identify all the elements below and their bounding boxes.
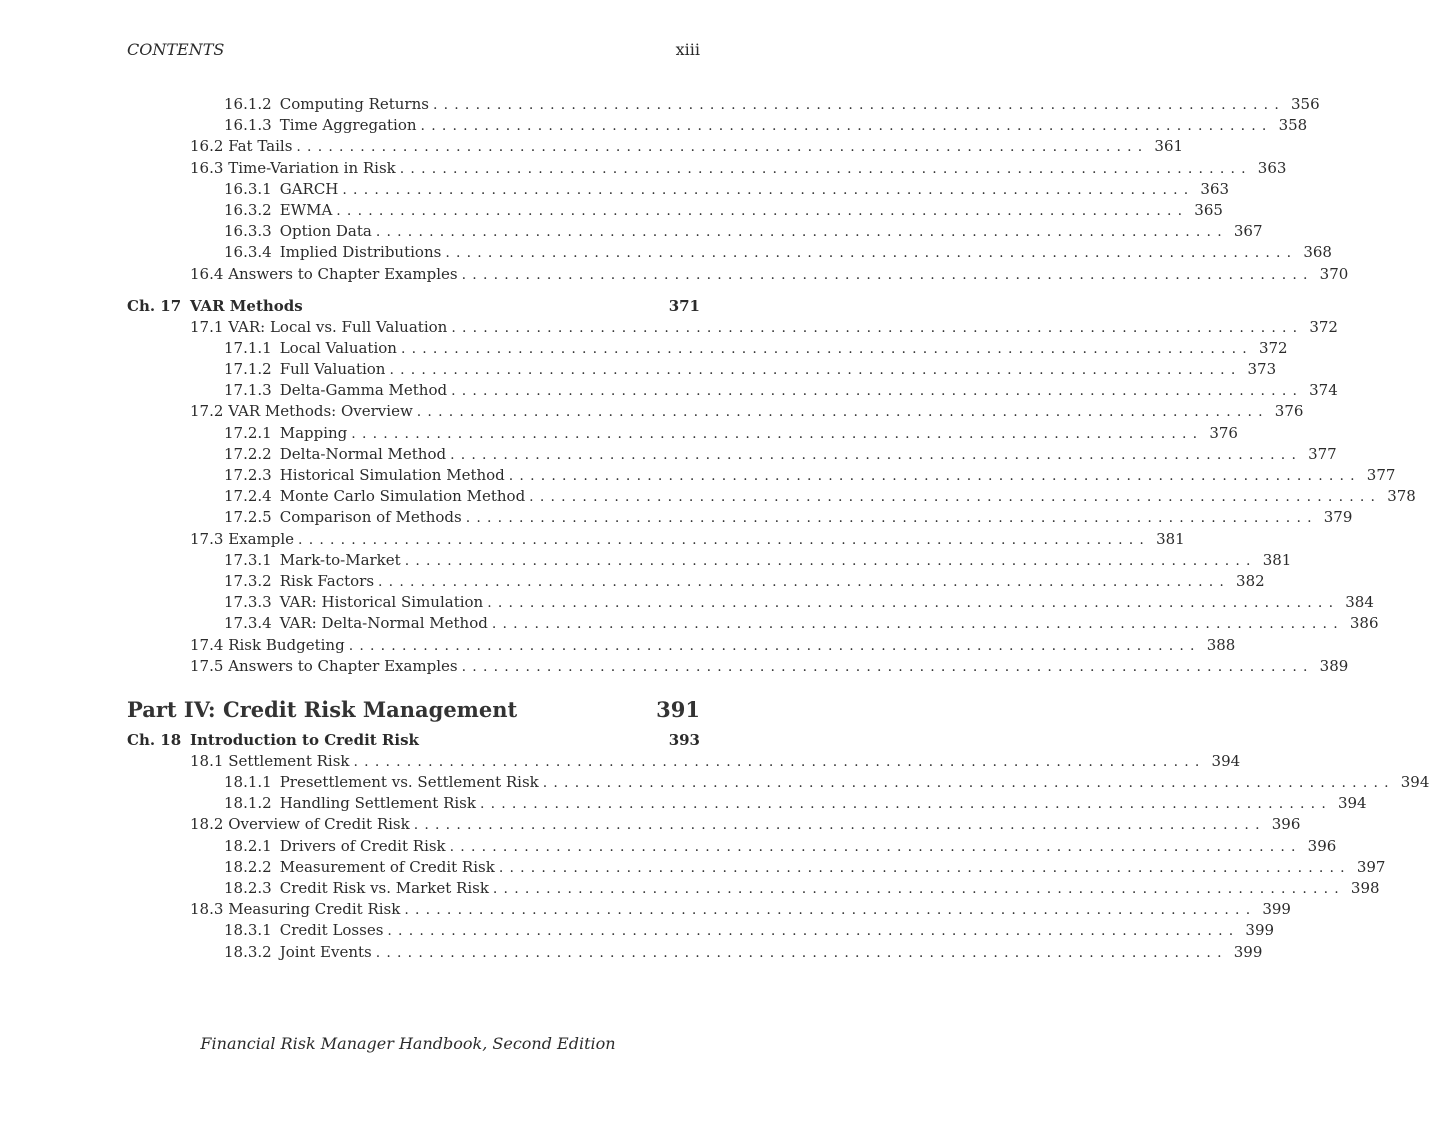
dot-leader: ................................................................................ [351, 425, 1204, 442]
page-ref: 376 [1274, 402, 1304, 421]
toc-entry[interactable] [127, 635, 1236, 656]
toc-entry-label [190, 264, 462, 285]
section-number: 17.2.4 [224, 487, 272, 506]
dot-leader: ................................................................................ [336, 202, 1189, 219]
page-ref: 399 [1262, 900, 1291, 919]
toc-entry-label [224, 423, 351, 444]
page-ref: 372 [1309, 317, 1338, 336]
page-ref: 358 [1278, 116, 1308, 135]
page-ref: 399 [1245, 921, 1275, 940]
page-ref: 379 [1323, 508, 1353, 527]
section-number: 17.1.3 [224, 381, 272, 400]
section-title: Drivers of Credit Risk [279, 836, 446, 855]
section-number: 16.1.2 [224, 95, 272, 113]
toc-entry-label [190, 136, 296, 157]
section-number: 17.3.4 [224, 614, 272, 633]
chapter-number: Ch. 18 [127, 730, 182, 749]
toc-entry-label [224, 772, 543, 793]
section-number: 16.4 [190, 264, 224, 283]
toc-entry[interactable] [127, 613, 1379, 634]
section-number: 17.2.1 [224, 423, 272, 442]
dot-leader: ................................................................................ [375, 224, 1228, 241]
toc-block-ch18 [127, 751, 1429, 963]
chapter-heading-17[interactable] [127, 295, 700, 317]
section-title: Option Data [279, 222, 372, 241]
toc-entry[interactable] [127, 772, 1429, 793]
page-ref: 373 [1247, 360, 1277, 379]
page-ref: 397 [1356, 857, 1386, 876]
section-number: 16.3.4 [224, 243, 272, 262]
toc-entry-label [190, 635, 349, 656]
page-number: xiii [675, 40, 700, 59]
chapter-heading-18[interactable] [127, 729, 700, 751]
toc-entry[interactable] [127, 380, 1338, 401]
page-ref: 378 [1387, 487, 1416, 506]
section-number: 16.1.3 [224, 116, 272, 135]
dot-leader: ................................................................................ [508, 468, 1361, 484]
section-title: VAR: Local vs. Full Valuation [228, 317, 448, 336]
chapter-page: 371 [668, 296, 700, 315]
section-title: Risk Budgeting [228, 635, 345, 654]
page-ref: 382 [1236, 571, 1265, 590]
toc-entry[interactable] [127, 878, 1380, 899]
dot-leader: ................................................................................ [432, 97, 1285, 113]
section-title: GARCH [279, 179, 339, 198]
toc-entry[interactable] [127, 529, 1185, 550]
toc-entry[interactable] [127, 317, 1338, 338]
toc-entry[interactable] [127, 486, 1416, 507]
toc-entry[interactable] [127, 656, 1349, 677]
section-number: 17.3.2 [224, 571, 272, 590]
toc-entry-label [224, 592, 487, 613]
toc-block-ch16 [127, 94, 1349, 285]
section-number: 16.3.2 [224, 200, 272, 219]
section-number: 17.3 [190, 529, 224, 548]
section-title: Historical Simulation Method [279, 466, 505, 484]
section-title: EWMA [279, 200, 333, 219]
page-ref: 389 [1319, 656, 1349, 675]
page-ref: 368 [1303, 243, 1332, 262]
section-title: VAR: Historical Simulation [279, 593, 484, 612]
section-title: Risk Factors [279, 571, 375, 590]
dot-leader: ................................................................................ [479, 796, 1332, 813]
page-ref: 394 [1337, 794, 1367, 813]
running-head [127, 40, 700, 59]
section-number: 18.3 [190, 900, 224, 919]
dot-leader: ................................................................................ [348, 637, 1201, 654]
section-title: Time Aggregation [279, 116, 417, 135]
toc-entry[interactable] [127, 338, 1288, 359]
chapter-title: VAR Methods [190, 296, 303, 315]
dot-leader: ................................................................................ [542, 775, 1395, 792]
page-ref: 398 [1350, 879, 1380, 897]
page-ref: 396 [1271, 815, 1301, 834]
dot-leader: ................................................................................ [378, 573, 1231, 590]
toc-entry[interactable] [127, 857, 1386, 878]
section-number: 16.3.1 [224, 179, 272, 198]
dot-leader: ................................................................................ [529, 489, 1382, 506]
toc-entry[interactable] [127, 814, 1301, 835]
toc-entry-label [224, 221, 376, 242]
dot-leader: ................................................................................ [498, 859, 1351, 876]
section-title: Full Valuation [279, 360, 386, 379]
section-title: Overview of Credit Risk [228, 815, 410, 834]
toc-entry-label [224, 115, 421, 136]
section-number: 17.2.3 [224, 466, 272, 484]
toc-entry[interactable] [127, 200, 1223, 221]
section-number: 18.1 [190, 751, 224, 770]
toc-entry[interactable] [127, 571, 1265, 592]
page-ref: 394 [1400, 773, 1429, 792]
toc-entry-label [224, 550, 405, 571]
toc-entry[interactable] [127, 550, 1292, 571]
dot-leader: ................................................................................ [296, 139, 1149, 156]
dot-leader: ................................................................................ [461, 266, 1314, 283]
toc-entry[interactable] [127, 242, 1332, 263]
section-number: 16.3.3 [224, 222, 272, 241]
part-page: 391 [656, 696, 700, 722]
section-number: 17.2.2 [224, 444, 272, 463]
section-title: Computing Returns [279, 95, 429, 113]
table-of-contents [127, 94, 1429, 963]
page-ref: 399 [1233, 942, 1263, 961]
toc-entry-label [224, 857, 499, 878]
dot-leader: ................................................................................ [492, 881, 1345, 897]
dot-leader: ................................................................................ [389, 362, 1242, 379]
dot-leader: ................................................................................ [420, 118, 1273, 135]
section-title: Settlement Risk [228, 751, 350, 770]
page-ref: 365 [1194, 200, 1223, 219]
section-title: VAR Methods: Overview [228, 402, 413, 421]
toc-entry[interactable] [127, 592, 1374, 613]
toc-entry-label [224, 613, 492, 634]
toc-entry-label [224, 338, 401, 359]
dot-leader: ................................................................................ [450, 446, 1303, 463]
section-title: Joint Events [279, 942, 372, 961]
toc-entry[interactable] [127, 115, 1308, 136]
section-title: Time-Variation in Risk [228, 158, 396, 177]
section-number: 17.1.1 [224, 338, 272, 357]
section-title: Example [228, 529, 295, 548]
page-ref: 377 [1308, 444, 1337, 463]
dot-leader: ................................................................................ [298, 531, 1151, 548]
section-title: Comparison of Methods [279, 508, 462, 527]
toc-entry-label [190, 317, 451, 338]
page-ref: 381 [1262, 550, 1292, 569]
dot-leader: ................................................................................ [404, 552, 1257, 569]
page-ref: 384 [1345, 593, 1374, 612]
page-ref: 388 [1206, 635, 1236, 654]
toc-entry[interactable] [127, 465, 1396, 486]
dot-leader: ................................................................................ [445, 245, 1298, 262]
chapter-title: Introduction to Credit Risk [190, 730, 419, 749]
section-title: Delta-Gamma Method [279, 381, 448, 400]
toc-entry[interactable] [127, 444, 1337, 465]
toc-entry-label [224, 465, 509, 486]
section-number: 18.1.2 [224, 794, 272, 813]
chapter-number: Ch. 17 [127, 296, 182, 315]
page-ref: 377 [1366, 466, 1396, 484]
toc-entry[interactable] [127, 899, 1291, 920]
toc-entry-label [224, 507, 466, 528]
toc-entry-label [224, 242, 445, 263]
dot-leader: ................................................................................ [491, 616, 1344, 633]
toc-entry[interactable] [127, 264, 1349, 285]
toc-entry-label [224, 380, 451, 401]
section-title: Implied Distributions [279, 243, 442, 262]
toc-entry-label [190, 529, 298, 550]
section-number: 17.2.5 [224, 508, 272, 527]
toc-entry-label [224, 486, 529, 507]
dot-leader: ................................................................................ [400, 340, 1253, 357]
dot-leader: ................................................................................ [375, 944, 1228, 961]
toc-entry[interactable] [127, 423, 1238, 444]
section-number: 16.2 [190, 137, 224, 156]
toc-entry-label [224, 359, 389, 380]
dot-leader: ................................................................................ [399, 160, 1252, 177]
section-number: 18.3.2 [224, 942, 272, 961]
toc-entry-label [224, 920, 387, 941]
toc-entry[interactable] [127, 751, 1241, 772]
toc-entry[interactable] [127, 401, 1304, 422]
toc-entry-label [224, 179, 342, 200]
section-number: 18.1.1 [224, 773, 272, 792]
page-ref: 363 [1257, 158, 1287, 177]
section-title: Answers to Chapter Examples [228, 264, 458, 283]
part-title: Part IV: Credit Risk Management [127, 696, 518, 722]
toc-entry-label [224, 942, 376, 963]
toc-entry-label [190, 814, 414, 835]
dot-leader: ................................................................................ [465, 510, 1318, 527]
toc-entry[interactable] [127, 793, 1367, 814]
toc-entry[interactable] [127, 836, 1337, 857]
section-number: 17.3.3 [224, 593, 272, 612]
section-title: Answers to Chapter Examples [228, 656, 458, 675]
section-number: 17.1.2 [224, 360, 272, 379]
toc-entry[interactable] [127, 94, 1320, 115]
dot-leader: ................................................................................ [487, 595, 1340, 612]
dot-leader: ................................................................................ [416, 404, 1269, 421]
page-ref: 394 [1211, 751, 1241, 770]
toc-entry[interactable] [127, 221, 1263, 242]
toc-entry-label [224, 836, 450, 857]
toc-entry[interactable] [127, 359, 1277, 380]
dot-leader: ................................................................................ [451, 383, 1304, 400]
section-title: Mark-to-Market [279, 550, 401, 569]
toc-entry[interactable] [127, 158, 1287, 179]
section-number: 17.1 [190, 317, 224, 336]
page-ref: 374 [1309, 381, 1338, 400]
section-title: Local Valuation [279, 338, 397, 357]
page-ref: 363 [1200, 179, 1230, 198]
toc-entry-label [224, 878, 493, 899]
section-number: 18.2 [190, 815, 224, 834]
section-number: 18.2.1 [224, 836, 272, 855]
dot-leader: ................................................................................ [461, 658, 1314, 675]
page-ref: 372 [1258, 338, 1288, 357]
toc-entry[interactable] [127, 136, 1184, 157]
toc-entry-label [190, 401, 417, 422]
dot-leader: ................................................................................ [404, 902, 1257, 919]
dot-leader: ................................................................................ [353, 753, 1206, 770]
part-heading[interactable] [127, 695, 700, 725]
section-number: 18.2.3 [224, 879, 272, 897]
section-number: 18.2.2 [224, 857, 272, 876]
dot-leader: ................................................................................ [342, 181, 1195, 198]
section-number: 17.2 [190, 402, 224, 421]
section-title: Credit Losses [279, 921, 384, 940]
section-number: 17.4 [190, 635, 224, 654]
section-title: Delta-Normal Method [279, 444, 447, 463]
section-title: Presettlement vs. Settlement Risk [279, 773, 539, 792]
page-footer: Financial Risk Manager Handbook, Second Edition [200, 1034, 616, 1053]
page-ref: 367 [1233, 222, 1263, 241]
toc-entry-label [190, 751, 354, 772]
page-ref: 356 [1290, 95, 1320, 113]
toc-entry-label [224, 444, 450, 465]
dot-leader: ................................................................................ [449, 838, 1302, 855]
section-title: Measurement of Credit Risk [279, 857, 495, 876]
section-number: 17.5 [190, 656, 224, 675]
toc-entry[interactable] [127, 179, 1230, 200]
section-number: 17.3.1 [224, 550, 272, 569]
page-ref: 396 [1307, 836, 1337, 855]
chapter-page: 393 [668, 730, 700, 749]
section-title: Monte Carlo Simulation Method [279, 487, 526, 506]
toc-entry-label [190, 899, 404, 920]
toc-entry-label [224, 94, 433, 115]
toc-entry-label [190, 656, 462, 677]
toc-entry[interactable] [127, 942, 1263, 963]
toc-entry-label [224, 200, 336, 221]
section-title: Credit Risk vs. Market Risk [279, 879, 489, 897]
page-ref: 361 [1154, 137, 1184, 156]
page-ref: 381 [1156, 529, 1185, 548]
section-number: 16.3 [190, 158, 224, 177]
section-title: Mapping [279, 423, 348, 442]
section-title: Measuring Credit Risk [228, 900, 401, 919]
running-head-title: CONTENTS [127, 40, 225, 59]
dot-leader: ................................................................................ [387, 923, 1240, 940]
toc-entry-label [224, 571, 378, 592]
section-title: Handling Settlement Risk [279, 794, 476, 813]
toc-block-ch17 [127, 317, 1416, 677]
page-ref: 376 [1209, 423, 1238, 442]
toc-entry[interactable] [127, 920, 1275, 941]
section-title: Fat Tails [228, 137, 293, 156]
dot-leader: ................................................................................ [413, 817, 1266, 834]
toc-entry-label [224, 793, 480, 814]
section-title: VAR: Delta-Normal Method [279, 614, 488, 633]
page-ref: 370 [1319, 264, 1349, 283]
toc-entry-label [190, 158, 400, 179]
section-number: 18.3.1 [224, 921, 272, 940]
page-ref: 386 [1349, 614, 1379, 633]
dot-leader: ................................................................................ [451, 319, 1304, 336]
toc-entry[interactable] [127, 507, 1353, 528]
